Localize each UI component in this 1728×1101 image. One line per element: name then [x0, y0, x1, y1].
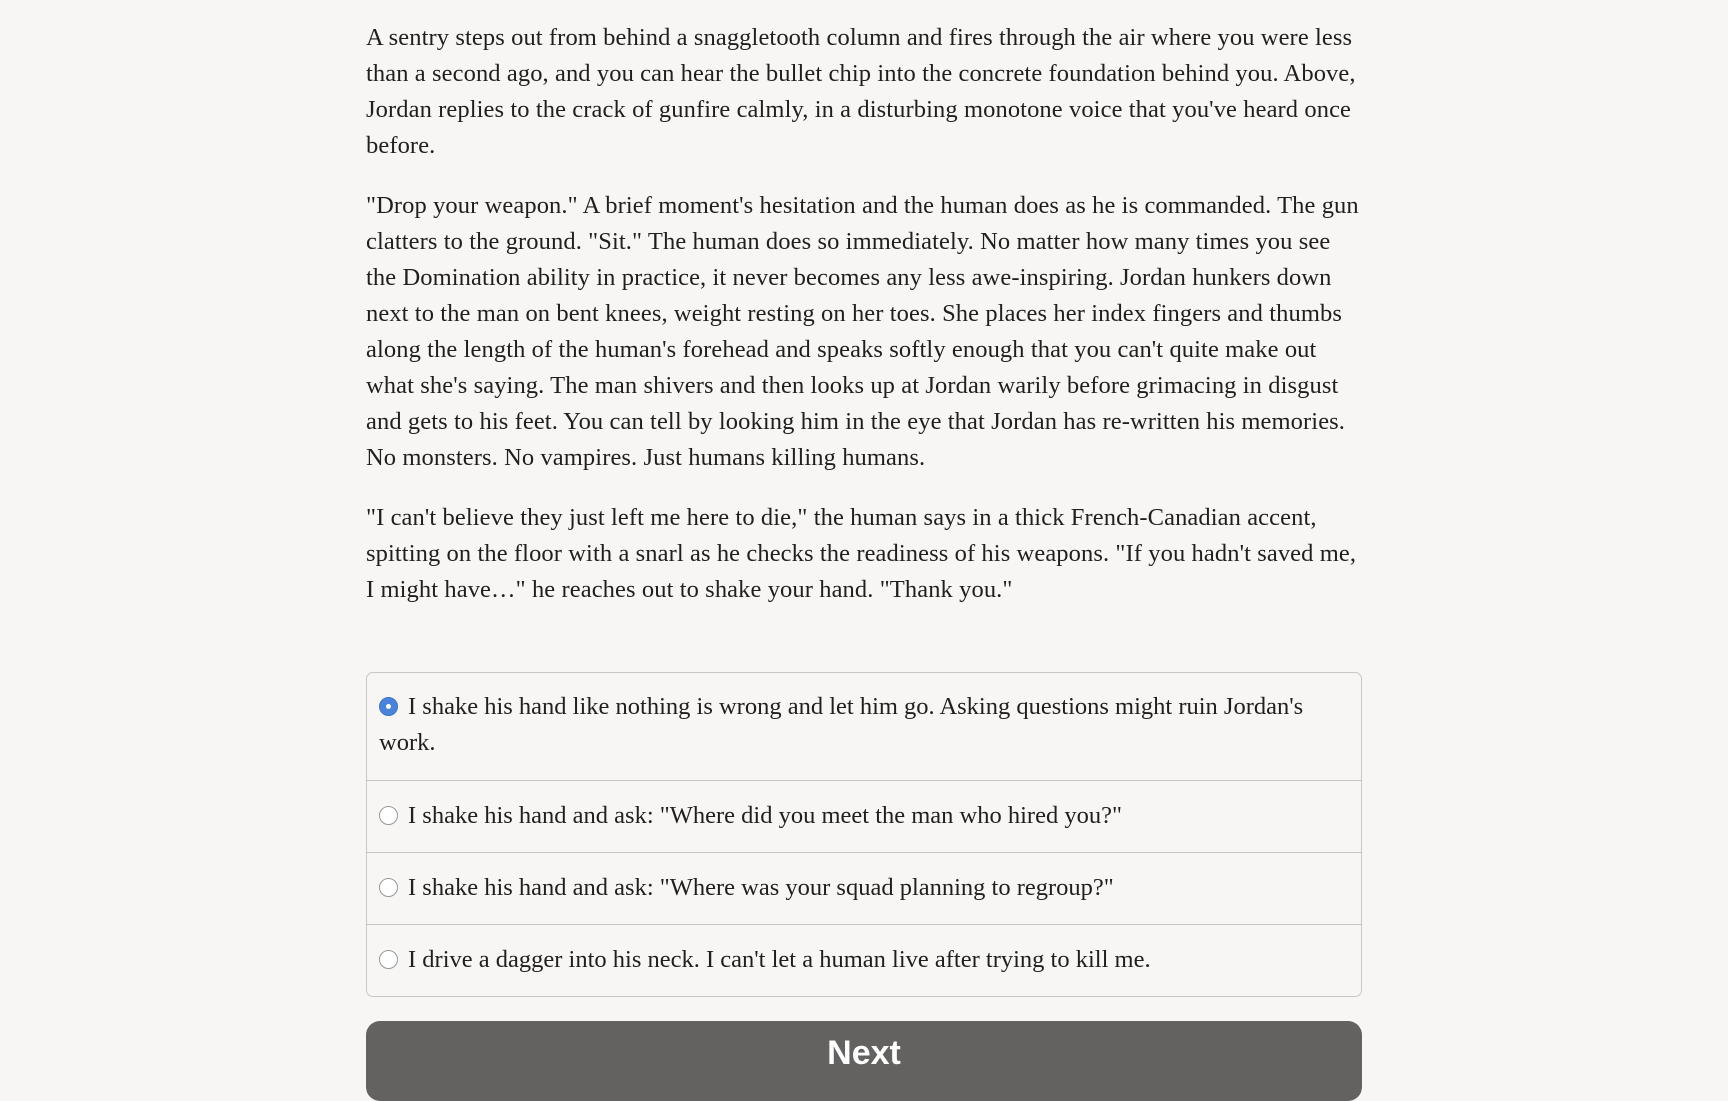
story-paragraph-3: "I can't believe they just left me here to die," the human says in a thick French-Canadian accent, spitting on the floor with a snarl as he checks the readiness of his weapons. "If you hadn't saved me, I might have…" he reaches out to shake your hand. "Thank you." [366, 504, 1357, 603]
story-paragraph-1: A sentry steps out from behind a snaggletooth column and fires through the air where you were less than a second ago, and you can hear the bullet chip into the concrete foundation behind you. Above, Jordan replies to the crack of gunfire calmly, in a disturbing monotone voice that you've heard once before. [366, 24, 1356, 159]
next-button[interactable]: Next [366, 1021, 1362, 1101]
choice-label: I drive a dagger into his neck. I can't let a human live after trying to kill me. [408, 946, 1151, 973]
radio-selected-icon[interactable] [379, 697, 398, 716]
radio-unselected-icon[interactable] [379, 806, 398, 825]
choice-option-2[interactable] [367, 780, 1361, 852]
choice-option-1[interactable] [367, 673, 1361, 780]
choice-option-4[interactable] [367, 924, 1361, 996]
choice-label: I shake his hand and ask: "Where was your squad planning to regroup?" [408, 874, 1114, 901]
choice-list [366, 672, 1362, 997]
choice-option-3[interactable] [367, 852, 1361, 924]
story-paragraph-2: "Drop your weapon." A brief moment's hesitation and the human does as he is commanded. The gun clatters to the ground. "Sit." The human does so immediately. No matter how many times you see the Domination ability in practice, it never becomes any less awe-inspiring. Jordan hunkers down next to the man on bent knees, weight resting on her toes. She places her index fingers and thumbs along the length of the human's forehead and speaks softly enough that you can't quite make out what she's saying. The man shivers and then looks up at Jordan warily before grimacing in disgust and gets to his feet. You can tell by looking him in the eye that Jordan has re-written his memories. No monsters. No vampires. Just humans killing humans. [366, 192, 1359, 471]
choice-label: I shake his hand and ask: "Where did you meet the man who hired you?" [408, 802, 1122, 829]
choice-label: I shake his hand like nothing is wrong and let him go. Asking questions might ruin Jordan's work. [379, 693, 1304, 756]
radio-unselected-icon[interactable] [379, 878, 398, 897]
story-text [366, 20, 1362, 632]
radio-unselected-icon[interactable] [379, 950, 398, 969]
